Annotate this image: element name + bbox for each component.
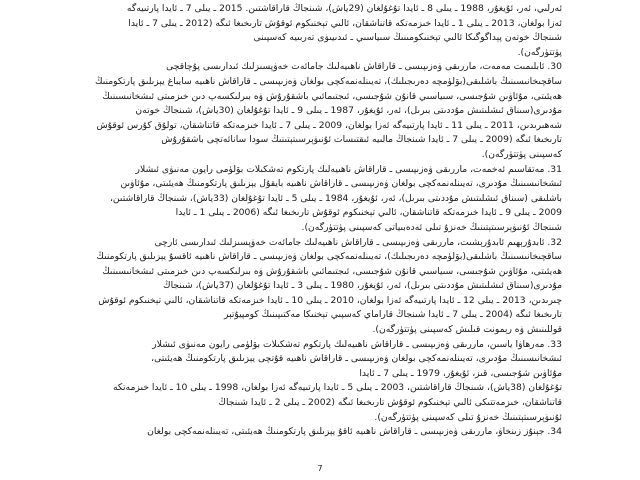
paragraph-item-33: 33. مەرھاۋا ياسىن، ماررىقى ۋەزىپىسى ـ قاراقاش ناھىيەلىك پارتكوم تەشكىلات بۆلۈمى رايون مەنىۋى ئىشلار ئىشخانىسىنىڭ مۇدىرى، تەيىنلەنمەكچى بولغان ۋەزىپىسى ـ قاراقاش ناھىيە قۇتچى يېزىلىق پارتكومنىڭ ھەيئىتى، مۇئاۋىن شۇجىسى، قىز، ئۇيغۇر، 1979 ـ يىلى 7 ـ ئايدا تۇغۇلغان (38ياش)، شىنجاڭ قاراقاشتىن، 2003 ـ يىلى 5 ـ ئايدا پارتىيەگە ئەزا بولغان، 1998 ـ يىلى 10 ـ ئايدا خىزمەتكە قاتناشقان، خىزمەتتىكى ئالىي تېخنىكوم ئوقۇش تارىخىغا ئىگە (2002 ـ يىلى 2 ـ ئايدا شىنجاڭ ئۇنىۋېرسىتېتىنىڭ خەنزۇ تىلى كەسپىنى پۈتتۈرگەن). (113, 338, 562, 423)
paragraph-intro: ئەرلىي، ئەر، ئۇيغۇر، 1988 ـ يىلى 8 ـ ئايدا تۇغۇلغان (29ياش)، شىنجاڭ قاراقاشتىن. 2015 ـ يىلى 7 ـ ئايدا پارتىيەگە ئەزا بولغان، 2013 ـ يىلى 1 ـ ئايدا خىزمەتكە قاتناشقان، ئالىي تېخنىكوم ئوقۇش تارىخىغا ئىگە (2012 ـ يىلى 7 ـ ئايدا شىنجاڭ خوتەن پېداگوگىكا ئالىي تېخنىكومىنىڭ سىياسىي ـ ئىدىيىۋى تەربىيە كەسپىنى پۈتتۈرگەن). (126, 3, 562, 58)
paragraph-item-30: 30. ئابلىمىت مەمەت، ماررىقى ۋەزىپىسى ـ قاراقاش ناھىيەلىك جامائەت خەۋپسىزلىك ئىدارىسى پۇچاقچى ساقچىخانىسىنىڭ باشلىقى(بۆلۈمچە دەرىجىلىك)، تەيىنلەنمەكچى بولغان ۋەزىپىسى ـ قاراقاش ناھىيە سايباغ يېزىلىق پارتكومنىڭ ھەيئىتى، مۇئاۋىن شۇجىسى، سىياسىي قانۇن شۇجىسى، ئىجتىمائىي باشقۇرۇش ۋە بىرلىكسەپ دىن خىزمىتى ئىشخانىسىنىڭ مۇدىرى(سىناق ئىشلىتىش مۇددىتى بىرىل)، ئەر، ئۇيغۇر، 1987 ـ يىلى 9 ـ ئايدا تۇغۇلغان (30ياش)، شىنجاڭ خوتەن شەھىرىدىن، 2011 ـ يىلى 11 ـ ئايدا پارتىيەگە ئەزا بولغان، 2009 ـ يىلى 7 ـ ئايدا خىزمەتكە قاتناشقان، تولۇق كۇرس ئوقۇش تارىخىغا ئىگە (2009 ـ يىلى 7 ـ ئايدا شىنجاڭ مالىيە ئىقتىسات ئۇنىۋېرسىتېتىنىڭ سودا سانائەتچى باشقۇرۇش كەسپىنى پۈتتۈرگەن). (94, 61, 562, 160)
page-number: 7 (317, 464, 323, 473)
paragraph-item-31: 31. مەتقاسىم ئەخمەت، ماررىقى ۋەزىپىسى ـ قاراقاش ناھىيەلىك پارتكوم تەشكىلات بۆلۈمى رايون مەنىۋى ئىشلار ئىشخانىسىنىڭ مۇدىرى، تەيىنلەنمەكچى بولغان ۋەزىپىسى ـ قاراقاش ناھىيە بايقۇل يېزىلىق پارتكومنىڭ ھەيئىتى، مۇئاۋىن باشلىقى (سىناق ئىشلىتىش مۇددىتى بىرىل)، ئەر، ئۇيغۇر، 1984 ـ يىلى 5 ـ ئايدا تۇغۇلغان (33ياش)، شىنجاڭ قاراقاشتىن، 2009 ـ يىلى 9 ـ ئايدا خىزمەتكە قاتناشقان، ئالىي تېخنىكوم ئوقۇش تارىخىغا ئىگە (2006 ـ يىلى 1 ـ ئايدا شىنجاڭ ئۇنىۋېرسىتېتىنىڭ خەنزۇ تىلى ئەدەبىياتى كەسپىنى پۈتتۈرگەن). (109, 163, 562, 233)
document-body (78, 2, 562, 440)
paragraph-item-34: 34. جېنۇز زىنخاۋ، ماررىقى ۋەزىپىسى ـ قاراقاش ناھىيە ئاقۇ يېزىلىق پارتكومنىڭ ھەيئىتى، تەيىنلەنمەكچى بولغان (147, 426, 562, 438)
paragraph-item-32: 32. ئابدۇرېھىم ئابدۇرېشىت، ماررىقى ۋەزىپىسى ـ قاراقاش ناھىيەلىك جامائەت خەۋپسىزلىك ئىدارىسى ئارچى ساقچىخانىسىنىڭ باشلىقى(بۆلۈمچە دەرىجىلىك)، تەيىنلەنمەكچى بولغان ۋەزىپىسى ـ قاراقاش ناھىيە ئاقسۇ يېزىلىق پارتكومنىڭ ھەيئىتى، مۇئاۋىن شۇجىسى، سىياسىي قانۇن شۇجىسى، ئىجتىمائىي باشقۇرۇش ۋە بىرلىكسەپ دىن خىزمىتى ئىشخانىسىنىڭ مۇدىرى(سىناق ئىشلىتىش مۇددىتى بىرىل)، ئەر، ئۇيغۇر، 1980 ـ يىلى 3 ـ ئايدا تۇغۇلغان (37ياش)، شىنجاڭ چىرىدىن، 2013 ـ يىلى 12 ـ ئايدا پارتىيەگە ئەزا بولغان، 2010 ـ يىلى 10 ـ ئايدا خىزمەتكە قاتناشقان، ئالىي تېخنىكوم ئوقۇش تارىخىغا ئىگە (2004 ـ يىلى 7 ـ ئايدا شىنجاڭ قاراماي كەسپىي تېخنىكا مەكتىپىنىڭ كومپيۇتېر قوللىنىش ۋە رېمونت قىلىش كەسپىنى پۈتتۈرگەن). (96, 236, 562, 336)
